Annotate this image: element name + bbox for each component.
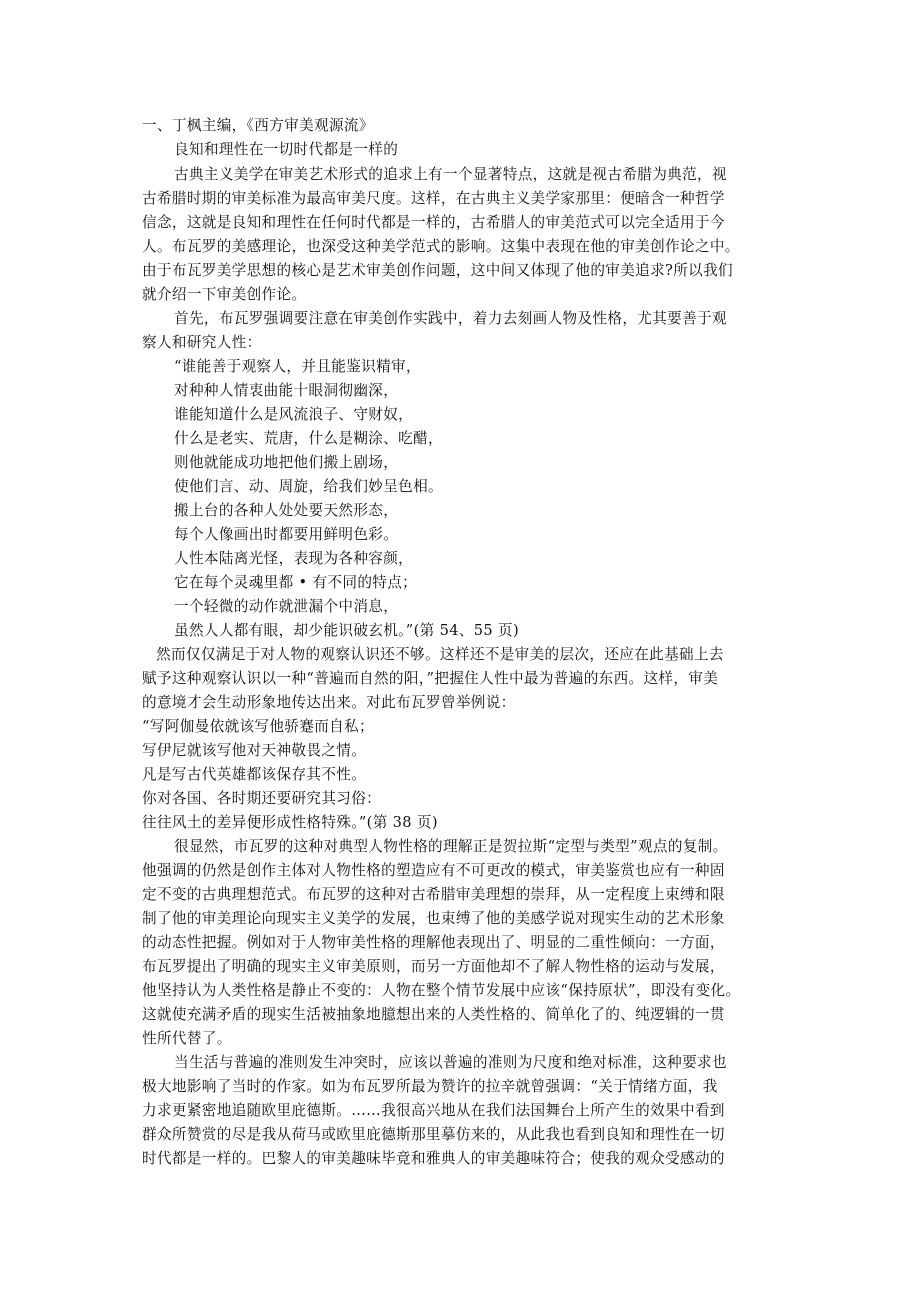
poem-line: 人性本陆离光怪，表现为各种容颜， <box>174 550 414 567</box>
text-line: 他坚持认为人类性格是静止不变的：人物在整个情节发展中应该“保持原状”，即没有变化。 <box>142 982 741 999</box>
text-line: 由于布瓦罗美学思想的核心是艺术审美创作问题，这中间又体现了他的审美追求?所以我们 <box>142 262 733 279</box>
text-line: 力求更紧密地追随欧里庇德斯。……我很高兴地从在我们法国舞台上所产生的效果中看到 <box>142 1102 725 1119</box>
text-line: 制了他的审美理论向现实主义美学的发展，也束缚了他的美感学说对现实生动的艺术形象 <box>142 910 725 927</box>
document-heading: 一、丁枫主编，《西方审美观源流》 <box>142 117 374 134</box>
poem-line: 使他们言、动、周旋，给我们妙呈色相。 <box>174 478 443 495</box>
text-line: 就介绍一下审美创作论。 <box>142 286 307 303</box>
text-line: 察人和研究人性： <box>142 334 262 351</box>
poem-line: 虽然人人都有眼，却少能识破玄机。”(第 54、55 页) <box>174 622 520 639</box>
poem-line: 一个轻微的动作就泄漏个中消息， <box>174 598 399 615</box>
text-line: 的动态性把握。例如对于人物审美性格的理解他表现出了、明显的二重性倾向：一方面， <box>142 934 725 951</box>
poem-line: 写伊尼就该写他对天神敬畏之情。 <box>142 742 367 759</box>
text-line: 当生活与普遍的准则发生冲突时，应该以普遍的准则为尺度和绝对标准，这种要求也 <box>174 1054 727 1071</box>
text-line: 的意境才会生动形象地传达出来。对此布瓦罗曾举例说： <box>142 694 516 711</box>
poem-line: 搬上台的各种人处处要天然形态， <box>174 502 399 519</box>
text-line: 很显然，市瓦罗的这种对典型人物性格的理解正是贺拉斯“定型与类型”观点的复制。 <box>174 838 728 855</box>
poem-line: 你对各国、各时期还要研究其习俗： <box>142 790 382 807</box>
text-line: 布瓦罗提出了明确的现实主义审美原则，而另一方面他却不了解人物性格的运动与发展， <box>142 958 725 975</box>
text-line: 首先，布瓦罗强调要注意在审美创作实践中，着力去刻画人物及性格，尤其要善于观 <box>174 310 727 327</box>
text-line: 然而仅仅满足于对人物的观察认识还不够。这样还不是审美的层次，还应在此基础上去 <box>156 646 724 663</box>
document-subheading: 良知和理性在一切时代都是一样的 <box>174 141 399 158</box>
text-line: 时代都是一样的。巴黎人的审美趣味毕竟和雅典人的审美趣味符合；使我的观众受感动的 <box>142 1150 725 1167</box>
text-line: 信念，这就是良知和理性在任何时代都是一样的，古希腊人的审美范式可以完全适用于今 <box>142 214 725 231</box>
text-line: 赋予这种观察认识以一种“普遍而自然的阳，”把握住人性中最为普遍的东西。这样，审美 <box>142 670 719 687</box>
text-line: 定不变的古典理想范式。布瓦罗的这种对古希腊审美理想的崇拜，从一定程度上束缚和限 <box>142 886 725 903</box>
text-line: 人。布瓦罗的美感理论，也深受这种美学范式的影响。这集中表现在他的审美创作论之中。 <box>142 238 740 255</box>
poem-line: 什么是老实、荒唐，什么是糊涂、吃醋， <box>174 430 443 447</box>
poem-line: 它在每个灵魂里都 • 有不同的特点； <box>174 574 418 591</box>
poem-line: 对种种人情衷曲能十眼洞彻幽深， <box>174 382 399 399</box>
poem-line: 往往风土的差异便形成性格特殊。”(第 38 页) <box>142 814 438 831</box>
poem-line: 则他就能成功地把他们搬上剧场， <box>174 454 399 471</box>
poem-line: 每个人像画出时都要用鲜明色彩。 <box>174 526 399 543</box>
text-line: 性所代替了。 <box>142 1030 232 1047</box>
text-line: 极大地影响了当时的作家。如为布瓦罗所最为赞许的拉辛就曾强调：“关于情绪方面，我 <box>142 1078 718 1095</box>
text-line: 古希腊时期的审美标准为最高审美尺度。这样，在古典主义美学家那里：便暗含一种哲学 <box>142 190 725 207</box>
poem-line: “写阿伽曼依就该写他骄蹇而自私； <box>142 718 374 735</box>
text-line: 这就使充满矛盾的现实生活被抽象地臆想出来的人类性格的、简单化了的、纯逻辑的一贯 <box>142 1006 725 1023</box>
text-line: 他强调的仍然是创作主体对人物性格的塑造应有不可更改的模式，审美鉴赏也应有一种固 <box>142 862 725 879</box>
poem-line: “谁能善于观察人，并且能鉴识精审， <box>174 358 421 375</box>
poem-line: 谁能知道什么是风流浪子、守财奴， <box>174 406 414 423</box>
text-line: 群众所赞赏的尽是我从荷马或欧里庇德斯那里摹仿来的，从此我也看到良知和理性在一切 <box>142 1126 725 1143</box>
text-line: 古典主义美学在审美艺术形式的追求上有一个显著特点，这就是视古希腊为典范，视 <box>174 166 727 183</box>
poem-line: 凡是写古代英雄都该保存其不性。 <box>142 766 367 783</box>
